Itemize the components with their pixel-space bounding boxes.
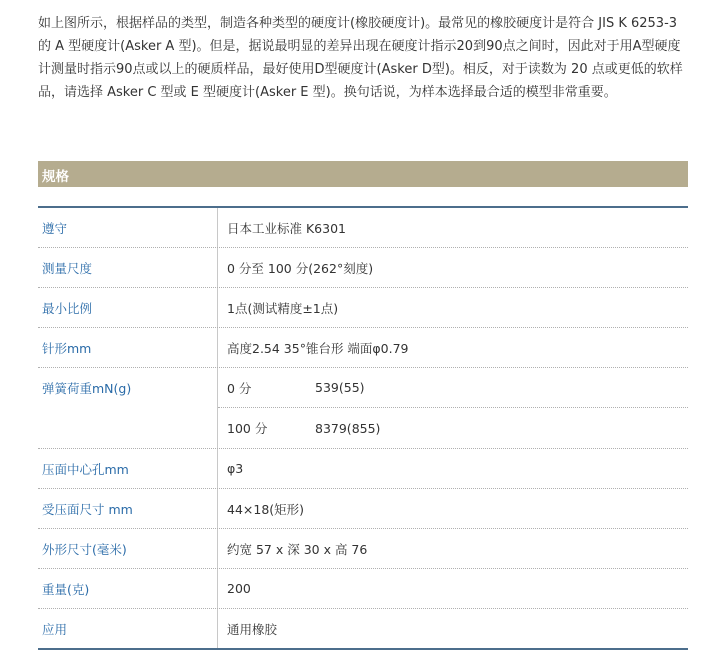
spec-row-center-hole	[38, 449, 688, 489]
spring-load-value: 8379(855)	[315, 420, 381, 436]
spec-row-min-scale	[38, 288, 688, 328]
spring-load-row	[218, 368, 688, 408]
spec-label: 最小比例	[38, 288, 218, 327]
section-title: 规格	[42, 169, 69, 185]
spec-value: 1点(测试精度±1点)	[227, 300, 339, 316]
spec-row-weight	[38, 569, 688, 609]
spec-value: 200	[227, 581, 251, 596]
spec-row-dimensions	[38, 529, 688, 569]
spec-value: φ3	[227, 461, 244, 476]
spec-label: 测量尺度	[38, 248, 218, 287]
spec-label: 外形尺寸(毫米)	[38, 529, 218, 568]
spec-label: 弹簧荷重mN(g)	[38, 368, 218, 448]
spec-value: 0 分至 100 分(262°刻度)	[227, 260, 374, 276]
spec-value: 通用橡胶	[227, 621, 278, 637]
spec-row-pressure-surface	[38, 489, 688, 529]
section-header	[38, 161, 688, 187]
spec-row-spring-load	[38, 368, 688, 449]
spring-load-value: 539(55)	[315, 380, 365, 395]
spec-value: 约宽 57 x 深 30 x 高 76	[227, 541, 368, 557]
spec-label: 遵守	[38, 208, 218, 247]
spec-label: 压面中心孔mm	[38, 449, 218, 488]
spec-label: 应用	[38, 609, 218, 648]
spec-label: 针形mm	[38, 328, 218, 367]
spec-row-needle-shape	[38, 328, 688, 368]
spec-row-compliance	[38, 208, 688, 248]
spec-value: 高度2.54 35°锥台形 端面φ0.79	[227, 340, 409, 356]
spring-load-values	[218, 368, 688, 448]
spec-row-scale	[38, 248, 688, 288]
spec-table	[38, 206, 688, 650]
spec-label: 重量(克)	[38, 569, 218, 608]
spring-load-row	[218, 408, 688, 448]
spec-row-application	[38, 609, 688, 650]
spec-label: 受压面尺寸 mm	[38, 489, 218, 528]
spring-load-point: 0 分	[227, 380, 252, 396]
spring-load-point: 100 分	[227, 421, 268, 436]
spec-value: 44×18(矩形)	[227, 501, 305, 517]
intro-paragraph: 如上图所示，根据样品的类型，制造各种类型的硬度计(橡胶硬度计)。最常见的橡胶硬度计是符合 JIS K 6253-3 的 A 型硬度计(Asker A 型)。但是，据说最明显的差异出现在硬度计指示20到90点之间时，因此对于用A型硬度计测量时指示90点或以上的硬质样品，最好使用D型硬度计(Asker D型)。相反，对于读数为 20 点或更低的软样品，请选择 Asker C 型或 E 型硬度计(Asker E 型)。换句话说，为样本选择最合适的模型非常重要。	[38, 16, 683, 100]
spec-value: 日本工业标准 K6301	[227, 220, 346, 236]
